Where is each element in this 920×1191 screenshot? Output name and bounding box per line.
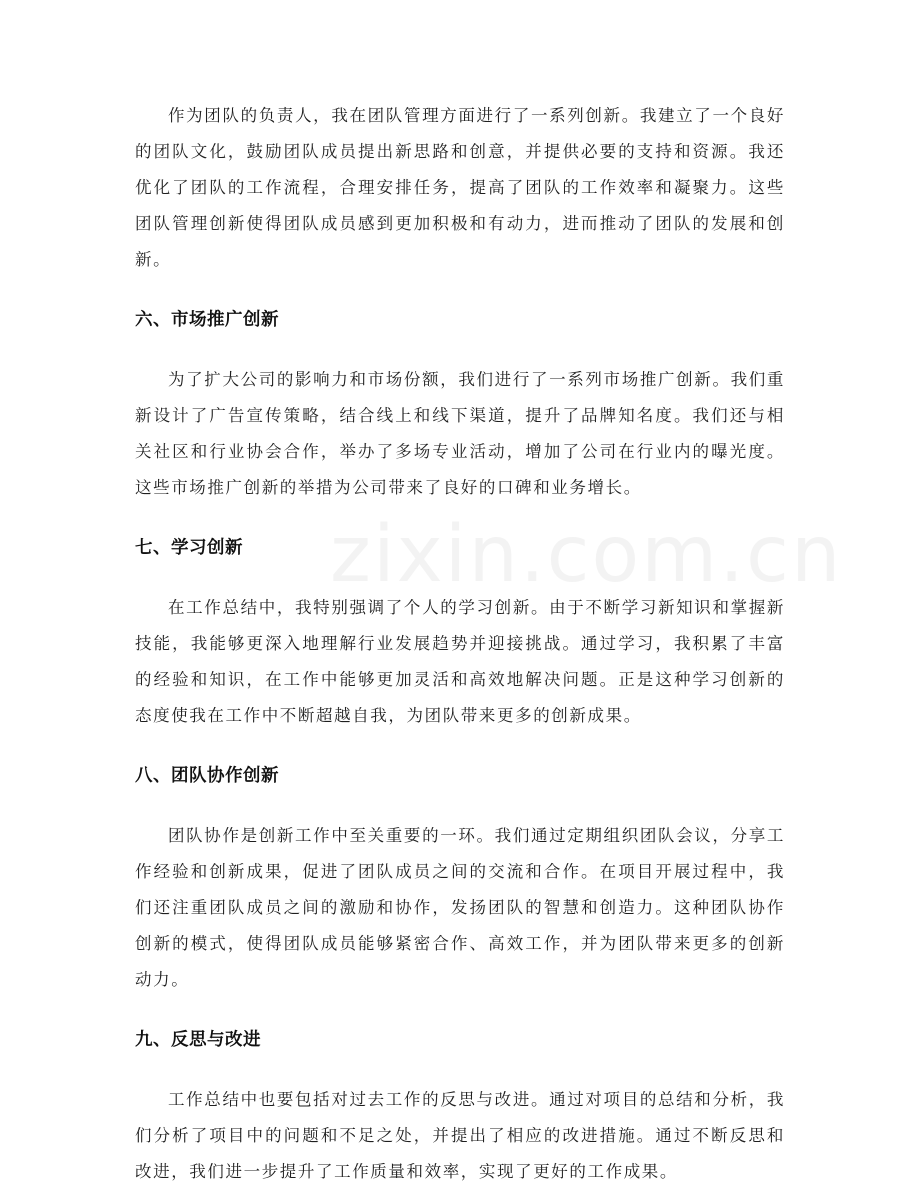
paragraph-learning-innovation: 在工作总结中，我特别强调了个人的学习创新。由于不断学习新知识和掌握新技能，我能够更深入地理解行业发展趋势并迎接挑战。通过学习，我积累了丰富的经验和知识，在工作中能够更加灵活和高效地解决问题。正是这种学习创新的态度使我在工作中不断超越自我，为团队带来更多的创新成果。	[135, 598, 785, 725]
heading-team-collaboration: 八、团队协作创新	[135, 766, 279, 786]
heading-marketing-innovation: 六、市场推广创新	[135, 310, 279, 330]
paragraph-reflection: 工作总结中也要包括对过去工作的反思与改进。通过对项目的总结和分析，我们分析了项目中的问题和不足之处，并提出了相应的改进措施。通过不断反思和改进，我们进一步提升了工作质量和效率，实现了更好的工作成果。	[135, 1090, 785, 1181]
heading-reflection: 九、反思与改进	[135, 1030, 261, 1050]
document-body	[135, 98, 785, 1190]
paragraph-team-collaboration: 团队协作是创新工作中至关重要的一环。我们通过定期组织团队会议，分享工作经验和创新成果，促进了团队成员之间的交流和合作。在项目开展过程中，我们还注重团队成员之间的激励和协作，发扬团队的智慧和创造力。这种团队协作创新的模式，使得团队成员能够紧密合作、高效工作，并为团队带来更多的创新动力。	[135, 826, 785, 989]
paragraph-team-management: 作为团队的负责人，我在团队管理方面进行了一系列创新。我建立了一个良好的团队文化，鼓励团队成员提出新思路和创意，并提供必要的支持和资源。我还优化了团队的工作流程，合理安排任务，提高了团队的工作效率和凝聚力。这些团队管理创新使得团队成员感到更加积极和有动力，进而推动了团队的发展和创新。	[135, 106, 785, 269]
paragraph-marketing-innovation: 为了扩大公司的影响力和市场份额，我们进行了一系列市场推广创新。我们重新设计了广告宣传策略，结合线上和线下渠道，提升了品牌知名度。我们还与相关社区和行业协会合作，举办了多场专业活动，增加了公司在行业内的曝光度。这些市场推广创新的举措为公司带来了良好的口碑和业务增长。	[135, 370, 785, 497]
heading-learning-innovation: 七、学习创新	[135, 538, 243, 558]
watermark: zixin.com.cn	[330, 510, 843, 600]
